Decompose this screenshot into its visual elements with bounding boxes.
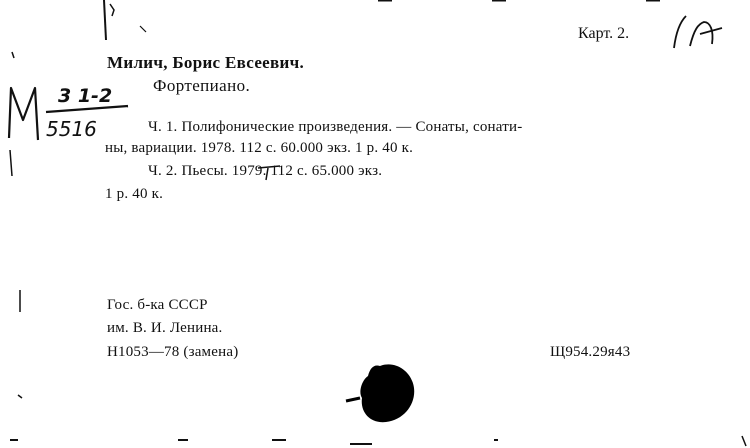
entry-line-1: Ч. 1. Полифонические произведения. — Сонаты, сонати-	[148, 119, 523, 135]
library-line-2: им. В. И. Ленина.	[107, 320, 223, 336]
top-edge-mark	[104, 0, 106, 40]
punch-hole-blot	[360, 364, 414, 422]
entry-line-2: ны, вариации. 1978. 112 с. 60.000 экз. 1 р. 40 к.	[105, 140, 414, 156]
subject-title: Фортепиано.	[153, 76, 251, 95]
author-heading: Милич, Борис Евсеевич.	[107, 53, 305, 72]
shelf-letter-m	[9, 88, 38, 140]
entry-line-3: Ч. 2. Пьесы. 1979. 112 с. 65.000 экз.	[148, 163, 383, 179]
card-number: Карт. 2.	[578, 25, 630, 42]
library-line-1: Гос. б-ка СССР	[107, 297, 208, 313]
shelf-number-top: 3 1-2	[58, 85, 113, 107]
classification-code: Щ954.29я43	[550, 344, 631, 360]
shelf-number-bottom: 5516	[46, 117, 97, 141]
entry-line-4: 1 р. 40 к.	[105, 186, 164, 202]
library-line-3: Н1053—78 (замена)	[107, 344, 239, 360]
